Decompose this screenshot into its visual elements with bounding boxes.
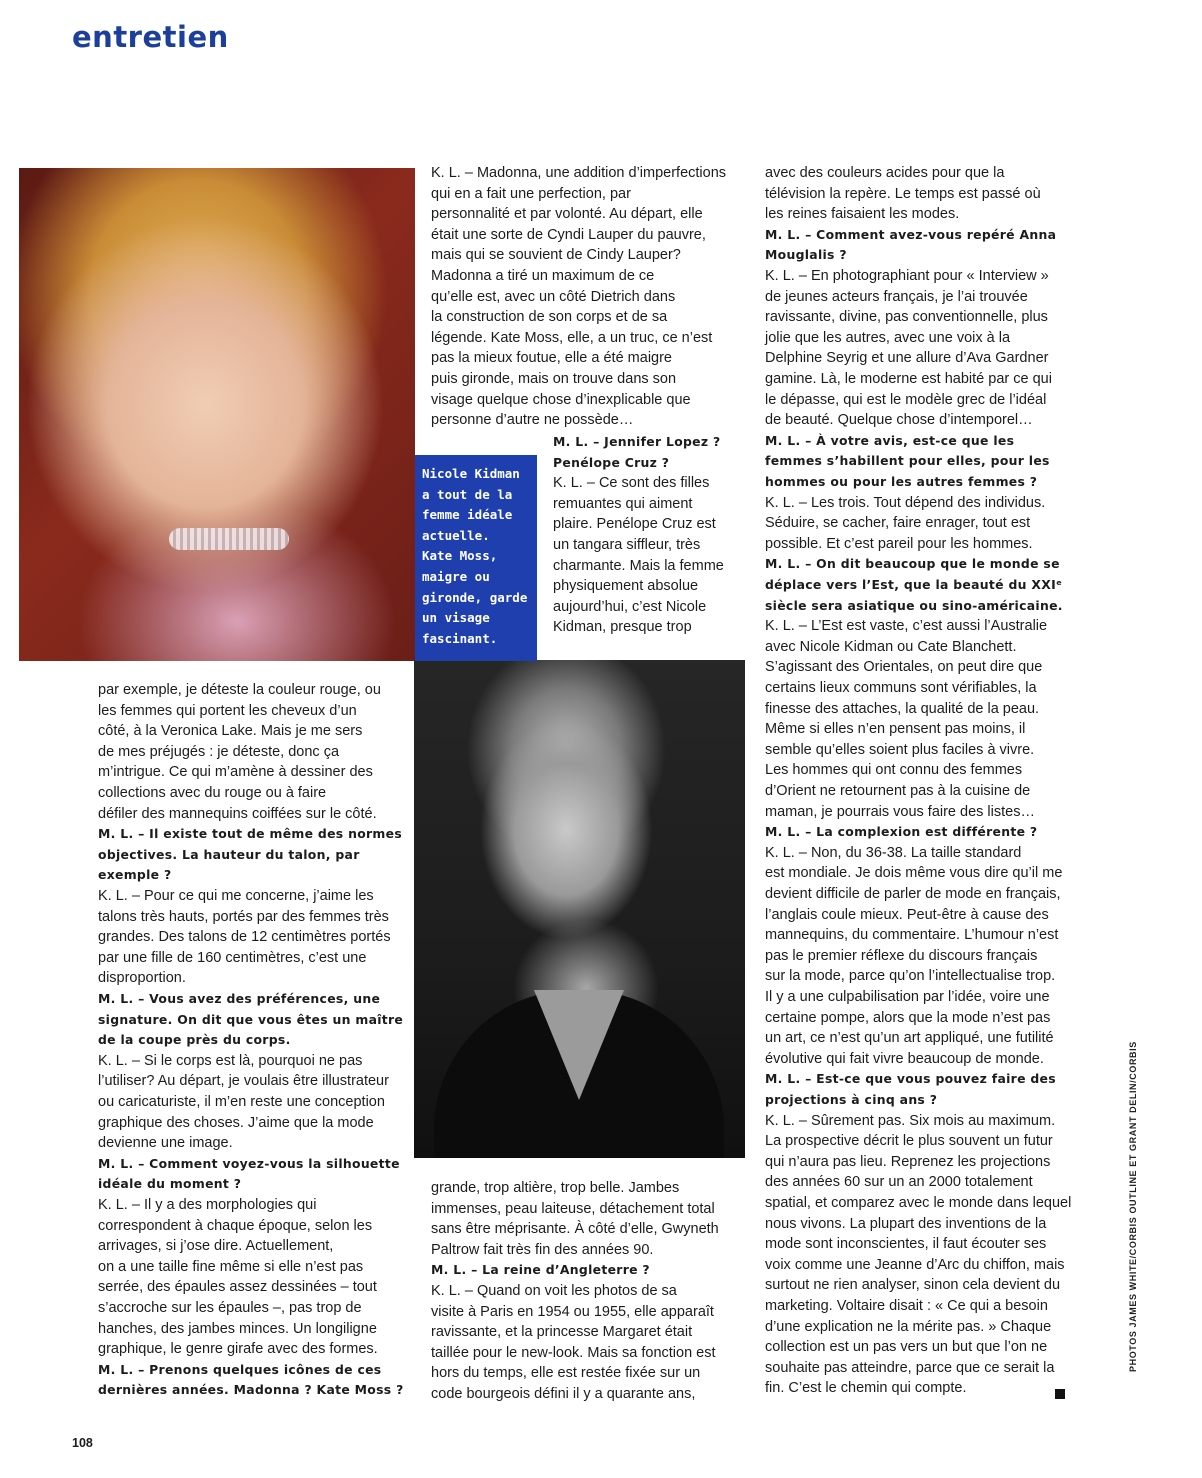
interview-text-line: K. L. – Les trois. Tout dépend des individus. [765,494,1046,511]
interview-text-line: collections avec du rouge ou à faire [98,785,327,801]
interview-text-line: Il y a une culpabilisation par l’idée, voire une [765,989,1050,1005]
interview-text-line: personnalité et par volonté. Au départ, elle [431,206,703,223]
interview-text-line: défiler des mannequins coiffées sur le côté. [98,805,377,822]
interview-text-line: nous vivons. La plupart des inventions de la [765,1215,1047,1232]
interview-text-line: graphique, le genre girafe avec des formes. [98,1341,378,1358]
interview-text-line: l’anglais coule mieux. Peut-être à cause des [765,906,1049,923]
interview-text-line: les femmes qui portent les cheveux d’un [98,702,357,719]
interview-question-line: M. L. – Est-ce que vous pouvez faire des [765,1071,1056,1087]
interview-question-line: objectives. La hauteur du talon, par [98,846,360,862]
interview-text-line: surtout ne rien analyser, sinon cela devient du [765,1277,1061,1294]
interview-text-line: est mondiale. Je dois même vous dire qu’il me [765,865,1063,882]
interview-text-line: ravissante, et la princesse Margaret était [431,1324,693,1341]
interview-text-line: correspondent à chaque époque, selon les [98,1217,373,1234]
caption-line: gironde, garde [422,589,528,605]
interview-text-line: par exemple, je déteste la couleur rouge, ou [98,682,381,698]
interview-text-line: pas la mieux foutue, elle a été maigre [431,350,672,367]
interview-text-line: K. L. – Pour ce qui me concerne, j’aime les [98,888,374,904]
interview-text-line: d’une explication ne la mérite pas. » Chaque [765,1318,1052,1335]
interview-text-line: d’Orient ne retournent pas à la cuisine de [765,783,1031,799]
interview-question-line: M. L. – La complexion est différente ? [765,824,1038,840]
interview-text-line: hanches, des jambes minces. Un longiligne [98,1320,377,1337]
interview-text-line: visite à Paris en 1954 ou 1955, elle apparaît [431,1303,714,1320]
interview-text-line: collection est un pas vers un but que l’on ne [765,1339,1048,1356]
interview-question-line: signature. On dit que vous êtes un maître [98,1011,404,1027]
interview-text-line: fin. C’est le chemin qui compte. [765,1380,967,1397]
interview-text-line: plaire. Penélope Cruz est [553,516,716,533]
end-of-article-mark [1055,1389,1065,1399]
interview-text-line: possible. Et c’est pareil pour les hommes. [765,535,1033,552]
interview-text-line: Paltrow fait très fin des années 90. [431,1241,654,1258]
interview-question-line: Penélope Cruz ? [553,454,670,470]
interview-question-line: M. L. – Comment voyez-vous la silhouette [98,1155,400,1171]
interview-question-line: déplace vers l’Est, que la beauté du XXIᵉ [765,577,1063,592]
interview-text-line: taillée pour le new-look. Mais sa fonction est [431,1344,716,1361]
interview-text-line: mais qui se souvient de Cindy Lauper? [431,247,681,264]
interview-text-line: ou caricaturiste, il m’en reste une conception [98,1094,385,1110]
interview-text-line: disproportion. [98,970,186,987]
interview-text-line: qui n’aura pas lieu. Reprenez les projections [765,1153,1051,1170]
interview-text-line: K. L. – Il y a des morphologies qui [98,1197,317,1213]
interview-text-line: K. L. – Sûrement pas. Six mois au maximum. [765,1112,1056,1129]
interview-text-line: finesse des attaches, la qualité de la peau. [765,700,1040,717]
page-number: 108 [72,1436,93,1450]
interview-text-line: avec Nicole Kidman ou Cate Blanchett. [765,638,1017,655]
interview-text-line: côté, à la Veronica Lake. Mais je me sers [98,723,363,740]
interview-question-line: Mouglalis ? [765,247,847,263]
interview-text-line: évolutive qui fait vivre beaucoup de monde. [765,1050,1044,1067]
interview-text-line: qu’elle est, avec un côté Dietrich dans [431,288,676,305]
interview-text-line: certains lieux communs sont vérifiables, la [765,680,1037,696]
interview-text-line: devient difficile de parler de mode en français, [765,886,1061,902]
interview-text-line: K. L. – L’Est est vaste, c’est aussi l’Australie [765,618,1048,635]
caption-line: maigre ou [422,568,490,584]
interview-question-line: M. L. – On dit beaucoup que le monde se [765,556,1060,572]
interview-question-line: M. L. – Il existe tout de même des normes [98,826,403,842]
interview-text-line: K. L. – En photographiant pour « Interview » [765,268,1049,284]
interview-text-line: hors du temps, elle est restée fixée sur un [431,1365,701,1382]
interview-text-line: remuantes qui aiment [553,495,693,512]
section-title: entretien [72,20,229,54]
interview-text-line: de beauté. Quelque chose d’intemporel… [765,412,1033,429]
interview-text-line: Delphine Seyrig et une allure d’Ava Gardner [765,350,1049,367]
interview-text-line: maman, je pourrais vous faire des listes… [765,803,1035,820]
interview-question-line: hommes ou pour les autres femmes ? [765,474,1038,489]
caption-line: Kate Moss, [422,548,498,564]
interview-question-line: M. L. – Jennifer Lopez ? [553,434,721,449]
caption-line: fascinant. [422,630,498,646]
interview-question-line: de la coupe près du corps. [98,1032,291,1048]
interview-question-line: projections à cinq ans ? [765,1092,938,1107]
caption-line: a tout de la [422,486,513,502]
caption-line: femme idéale [422,507,513,523]
necklace-detail [169,528,289,550]
interview-text-line: charmante. Mais la femme [553,557,724,574]
interview-text-line: par une fille de 160 centimètres, c’est une [98,949,367,966]
interview-question-line: dernières années. Madonna ? Kate Moss ? [98,1382,404,1398]
kate-moss-photo [414,660,745,1158]
interview-text-line: Même si elles n’en pensent pas moins, il [765,721,1026,738]
interview-text-line: la construction de son corps et de sa [431,309,668,326]
interview-text-line: voix comme une Jeanne d’Arc du chiffon, mais [765,1256,1065,1273]
interview-text-line: immenses, peau laiteuse, détachement total [431,1200,715,1217]
interview-text-line: personne d’autre ne possède… [431,412,634,429]
interview-text-line: graphique des choses. J’aime que la mode [98,1114,374,1131]
caption-line: actuelle. [422,527,490,543]
caption-line: un visage [422,610,490,626]
interview-text-line: La prospective décrit le plus souvent un futur [765,1133,1053,1150]
interview-text-line: Kidman, presque trop [553,619,692,636]
interview-text-line: mannequins, du commentaire. L’humour n’est [765,927,1059,944]
interview-text-line: puis gironde, mais on trouve dans son [431,371,677,387]
interview-text-line: m’intrigue. Ce qui m’amène à dessiner des [98,764,373,781]
interview-question-line: M. L. – À votre avis, est-ce que les [765,432,1015,448]
interview-text-line: K. L. – Quand on voit les photos de sa [431,1283,677,1299]
interview-text-line: grande, trop altière, trop belle. Jambes [431,1180,680,1196]
interview-question-line: M. L. – Vous avez des préférences, une [98,991,381,1006]
interview-text-line: ravissante, divine, pas conventionnelle, plus [765,309,1048,326]
interview-text-line: légende. Kate Moss, elle, a un truc, ce n’est [431,329,713,346]
interview-text-line: jolie que les autres, avec une voix à la [765,329,1011,346]
interview-text-line: S’agissant des Orientales, on peut dire que [765,659,1043,676]
interview-text-line: souhaite pas atteindre, parce que ce serait la [765,1359,1055,1376]
interview-text-line: K. L. – Madonna, une addition d’imperfections [431,165,727,181]
interview-text-line: Madonna a tiré un maximum de ce [431,268,655,284]
interview-text-line: K. L. – Si le corps est là, pourquoi ne pas [98,1052,363,1069]
interview-text-line: le dépasse, qui est le modèle grec de l’idéal [765,391,1047,408]
interview-text-line: qui en a fait une perfection, par [431,185,631,202]
interview-question-line: M. L. – Comment avez-vous repéré Anna [765,226,1057,242]
nicole-kidman-photo [19,168,415,661]
interview-question-line: femmes s’habillent pour elles, pour les [765,453,1050,469]
interview-text-line: les reines faisaient les modes. [765,206,960,223]
interview-text-line: arrivages, si j’ose dire. Actuellement, [98,1238,334,1255]
interview-text-line: un art, ce n’est qu’un art appliqué, une futilité [765,1030,1054,1047]
interview-text-line: marketing. Voltaire disait : « Ce qui a besoin [765,1298,1048,1314]
interview-text-line: devienne une image. [98,1135,233,1152]
interview-question-line: exemple ? [98,867,172,883]
interview-text-line: télévision la repère. Le temps est passé où [765,185,1041,202]
interview-text-line: certaine pompe, alors que la mode n’est pas [765,1009,1051,1026]
interview-text-line: K. L. – Non, du 36-38. La taille standard [765,844,1022,861]
interview-text-line: sans être méprisante. À côté d’elle, Gwyneth [431,1221,719,1238]
interview-text-line: s’accroche sur les épaules –, pas trop de [98,1300,362,1316]
photo-credit: PHOTOS JAMES WHITE/CORBIS OUTLINE ET GRANT DELIN/CORBIS [1128,1041,1138,1372]
interview-text-line: physiquement absolue [553,578,699,595]
interview-text-line: grandes. Des talons de 12 centimètres portés [98,929,391,946]
interview-text-line: sur la mode, parce qu’on l’intellectualise trop. [765,968,1056,985]
interview-text-line: K. L. – Ce sont des filles [553,475,710,492]
interview-text-line: des années 60 sur un an 2000 totalement [765,1174,1033,1191]
interview-text-line: de jeunes acteurs français, je l’ai trouvée [765,288,1028,305]
interview-question-line: M. L. – Prenons quelques icônes de ces [98,1361,382,1377]
interview-text-line: visage quelque chose d’inexplicable que [431,391,691,408]
interview-text-line: un tangara siffleur, très [553,537,701,553]
interview-text-line: code bourgeois défini il y a quarante ans, [431,1386,696,1402]
interview-text-line: aujourd’hui, c’est Nicole [553,598,707,615]
interview-text-line: était une sorte de Cyndi Lauper du pauvre, [431,226,706,243]
interview-text-line: serrée, des épaules assez dessinées – tout [98,1279,377,1296]
neckline-shape [534,990,624,1100]
interview-text-line: de mes préjugés : je déteste, donc ça [98,743,340,760]
interview-question-line: idéale du moment ? [98,1176,242,1192]
interview-text-line: gamine. Là, le moderne est habité par ce qui [765,371,1052,387]
interview-text-line: talons très hauts, portés par des femmes très [98,908,389,925]
photo-caption [415,455,537,661]
interview-question-line: siècle sera asiatique ou sino-américaine. [765,597,1063,613]
interview-text-line: Les hommes qui ont connu des femmes [765,762,1023,779]
interview-text-line: Séduire, se cacher, faire enrager, tout est [765,515,1031,532]
interview-text-line: semble qu’elles soient plus faciles à vivre. [765,741,1035,758]
interview-text-line: avec des couleurs acides pour que la [765,165,1005,181]
interview-text-line: mode sont inconscientes, il faut écouter ses [765,1236,1047,1253]
caption-line: Nicole Kidman [422,466,520,481]
interview-question-line: M. L. – La reine d’Angleterre ? [431,1262,650,1278]
interview-text-line: l’utiliser? Au départ, je voulais être illustrateur [98,1073,389,1090]
interview-text-line: spatial, et comparez avec le monde dans lequel [765,1195,1072,1211]
interview-text-line: on a une taille fine même si elle n’est pas [98,1258,364,1275]
interview-text-line: pas le premier réflexe du discours français [765,947,1038,964]
